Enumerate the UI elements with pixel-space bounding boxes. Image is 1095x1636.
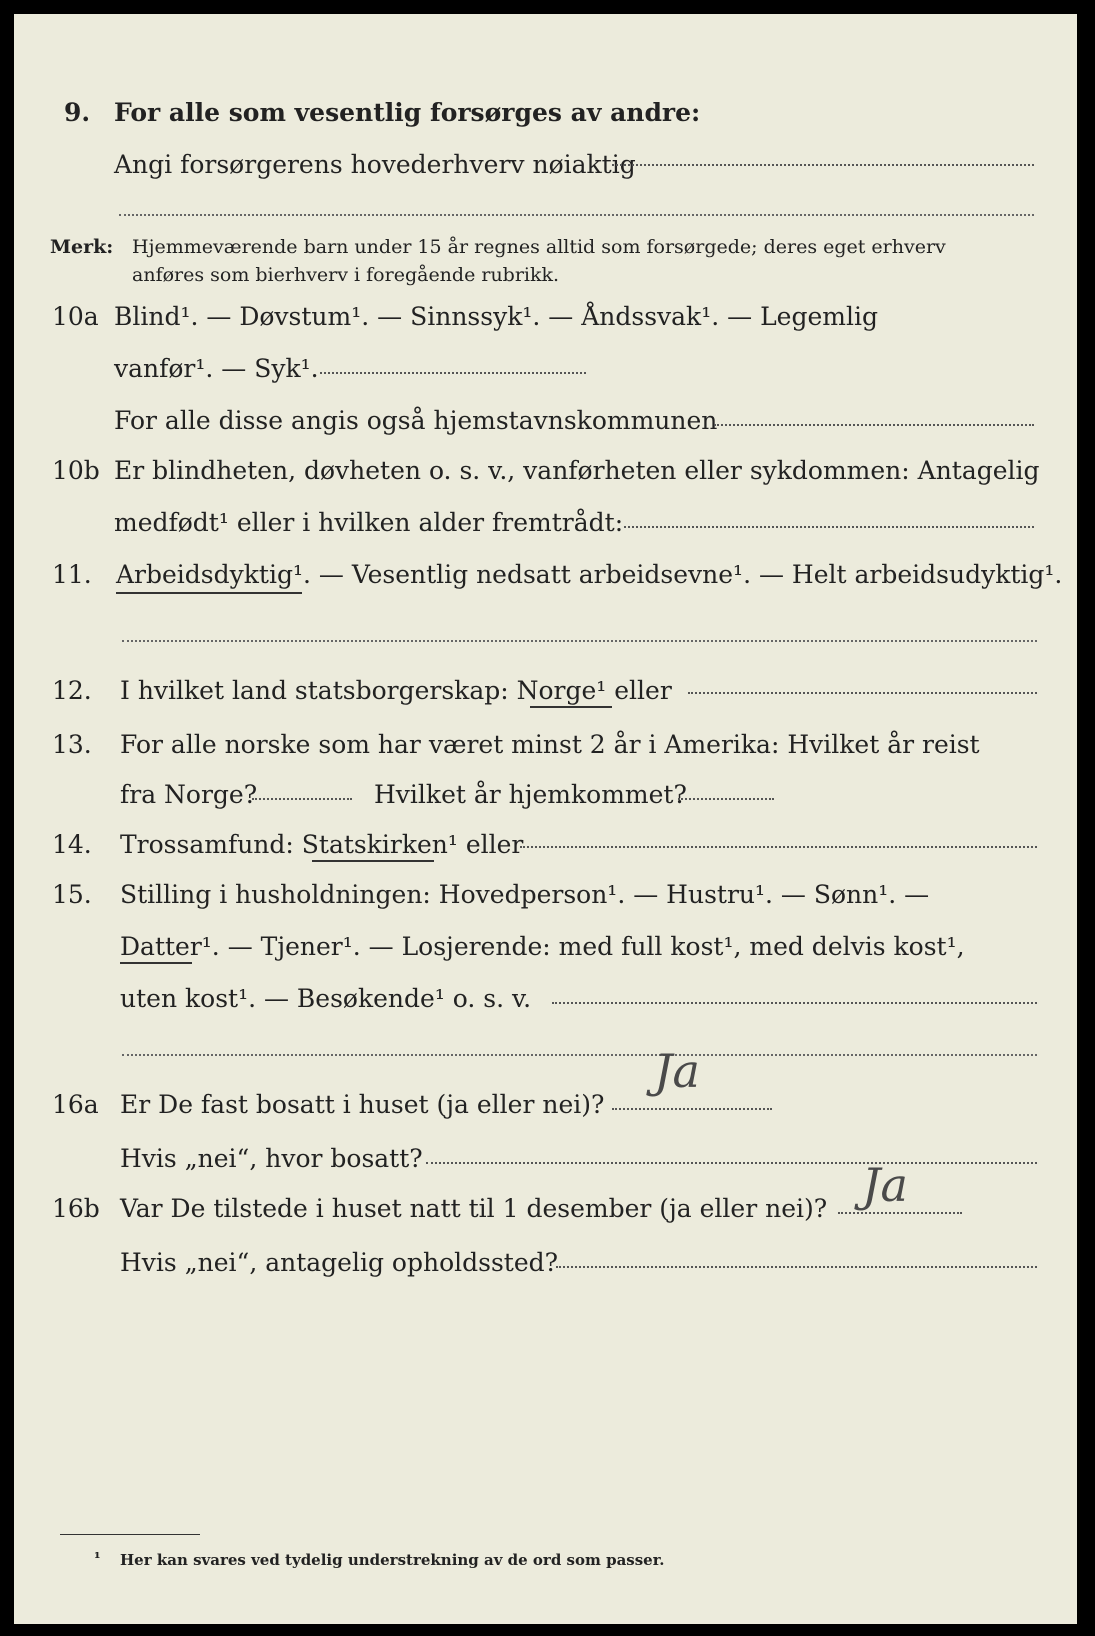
q13-line2a: fra Norge? [120,780,258,809]
q10a-kommune-line [714,424,1034,426]
q11-rule [122,640,1037,642]
q9-heading: For alle som vesentlig forsørges av andre: [114,98,701,127]
q16b-answer-line [838,1212,962,1214]
merk-label: Merk: [50,236,114,258]
q14-answer-line [520,846,1037,848]
q14-number: 14. [52,830,92,859]
q13-hjemkommet-line [678,798,774,800]
q10b-number: 10b [52,456,100,485]
q16b-opholdssted-line [556,1266,1037,1268]
q16a-number: 16a [52,1090,99,1119]
q11-line1: Arbeidsdyktig¹. — Vesentlig nedsatt arbeidsevne¹. — Helt arbeidsudyktig¹. [116,560,1063,589]
q12-number: 12. [52,676,92,705]
merk-line1: Hjemmeværende barn under 15 år regnes alltid som forsørgede; deres eget erhverv [132,236,946,258]
q16a-answer-line [612,1108,772,1110]
q15-line3: uten kost¹. — Besøkende¹ o. s. v. [120,984,532,1013]
q10a-number: 10a [52,302,99,331]
q10a-line1: Blind¹. — Døvstum¹. — Sinnssyk¹. — Åndssvak¹. — Legemlig [114,302,878,331]
q15-underline-datter [120,962,192,964]
q16b-line2: Hvis „nei“, antagelig opholdssted? [120,1248,559,1277]
q13-line2b: Hvilket år hjemkommet? [374,780,687,809]
census-form-page [14,14,1077,1624]
q9-answer-line [612,164,1034,166]
q12-underline-norge [530,706,612,708]
q12-line1: I hvilket land statsborgerskap: Norge¹ eller [120,676,672,705]
q9-line2: Angi forsørgerens hovederhverv nøiaktig [114,150,636,179]
q10a-syk-line [320,372,586,374]
q9-number: 9. [64,98,91,127]
q14-underline-statskirken [312,860,434,862]
q15-number: 15. [52,880,92,909]
merk-line2: anføres som bierhverv i foregående rubrikk. [132,264,560,286]
q10a-line3: For alle disse angis også hjemstavnskommunen [114,406,718,435]
q10b-line2: medfødt¹ eller i hvilken alder fremtrådt: [114,508,624,537]
q16a-handwritten-answer: Ja [654,1044,700,1098]
q10a-line2: vanfør¹. — Syk¹. [114,354,319,383]
q16a-line2: Hvis „nei“, hvor bosatt? [120,1144,423,1173]
q16a-bosatt-line [426,1162,1037,1164]
q11-underline-arbeidsdyktig [116,592,302,594]
q15-line2: Datter¹. — Tjener¹. — Losjerende: med full kost¹, med delvis kost¹, [120,932,965,961]
q13-line1: For alle norske som har været minst 2 år i Amerika: Hvilket år reist [120,730,980,759]
q16a-line1: Er De fast bosatt i huset (ja eller nei)? [120,1090,605,1119]
q10b-line1: Er blindheten, døvheten o. s. v., vanførheten eller sykdommen: Antagelig [114,456,1040,485]
q16b-handwritten-answer: Ja [862,1158,908,1212]
q14-line1: Trossamfund: Statskirken¹ eller [120,830,524,859]
q12-answer-line [688,692,1037,694]
q15-rule [122,1054,1037,1056]
q13-reist-line [252,798,352,800]
footnote-rule [60,1534,200,1535]
q11-number: 11. [52,560,92,589]
q16b-number: 16b [52,1194,100,1223]
q9-rule [119,214,1034,216]
q15-answer-line [552,1002,1037,1004]
footnote-text: Her kan svares ved tydelig understrekning av de ord som passer. [120,1551,665,1569]
footnote-mark: ¹ [94,1549,101,1567]
q16b-line1: Var De tilstede i huset natt til 1 desember (ja eller nei)? [120,1194,828,1223]
q10b-answer-line [624,526,1034,528]
q15-line1: Stilling i husholdningen: Hovedperson¹. — Hustru¹. — Sønn¹. — [120,880,930,909]
q13-number: 13. [52,730,92,759]
